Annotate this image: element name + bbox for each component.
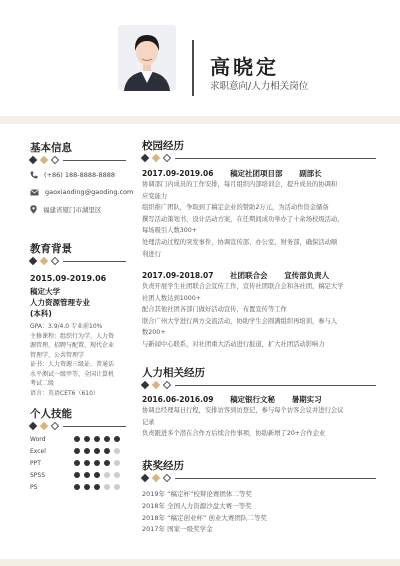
skill-name: PS	[30, 483, 38, 491]
skill-name: SPSS	[30, 471, 46, 479]
award-item: 2019年 “稿定杯”校辩论赛团体二等奖	[142, 490, 252, 498]
exp-line: 数200+	[142, 329, 166, 337]
exp-date: 2017.09-2019.06	[142, 169, 214, 178]
diamond-gold-icon	[152, 474, 160, 482]
skill-level-dot	[74, 460, 80, 466]
skill-level-dot	[104, 484, 110, 490]
diamond-outline-icon	[163, 474, 171, 482]
basic-info-title: 基本信息	[30, 142, 72, 154]
skill-row	[30, 470, 124, 480]
divider-rule	[63, 160, 126, 161]
skill-level-dot	[114, 484, 120, 490]
awards-title: 获奖经历	[142, 460, 184, 472]
skill-level-dot	[84, 472, 90, 478]
header-band	[0, 116, 400, 124]
email-text: gaoxiaoding@gaoding.com	[45, 188, 134, 196]
diamond-outline-icon	[163, 381, 171, 389]
diamond-outline-icon	[51, 422, 59, 430]
exp-line: 利进行	[142, 250, 161, 258]
skill-level-dot	[114, 436, 120, 442]
exp-line: 组织推广团队，争取到了稿定企业的赞助2万元，为活动作资金储备	[142, 204, 329, 212]
address-text: 福建省厦门市湖里区	[43, 206, 102, 214]
diamond-outline-icon	[51, 156, 59, 164]
email-icon	[30, 189, 39, 196]
education-detail-line: GPA：3.9/4.0 专业前10%	[30, 323, 103, 330]
exp-line: 负责开展学生社团联合会宣传工作，宣传社团联合会和各社团，稿定大学	[142, 283, 344, 290]
education-detail-line: 考试二级	[30, 380, 55, 387]
education-school: 稿定大学	[30, 287, 60, 296]
exp-role: 副部长	[299, 169, 322, 178]
diamond-dark-icon	[29, 156, 37, 164]
skill-level-dot	[114, 472, 120, 478]
skill-level-dot	[104, 436, 110, 442]
education-detail-line: 源管理、招聘与配置、现代企业	[30, 342, 115, 349]
exp-date: 2017.09-2018.07	[142, 271, 214, 280]
skill-row	[30, 458, 124, 468]
exp-line: 每场吸引人数300+	[142, 227, 198, 235]
hr-exp-1-body	[142, 405, 378, 440]
education-detail-line: 主修课程：组织行为学、人力资	[30, 332, 115, 340]
skill-level-dot	[74, 484, 80, 490]
hr-title: 人力相关经历	[142, 367, 205, 379]
diamond-dark-icon	[29, 257, 37, 265]
exp-org: 稿定社团项目部	[230, 169, 283, 178]
diamond-dark-icon	[141, 474, 149, 482]
skill-row	[30, 434, 124, 444]
exp-line: 与新闻中心联系，对社团重大活动进行报道，扩大社团活动影响力	[142, 340, 325, 348]
hr-exp-1-header	[142, 394, 336, 405]
exp-line: 协调部门内成员的工作安排，每月组织内部培训会，提升成员的协调和	[142, 181, 338, 188]
education-detail-line: 证书：人力资源三级证、普通话	[30, 361, 115, 368]
exp-line: 处理活动过程的突发事件，协调宣传部、办公室、财务部，确保活动顺	[142, 238, 338, 246]
skill-name: Excel	[30, 447, 46, 455]
hr-divider	[142, 381, 376, 389]
education-degree: (本科)	[30, 309, 52, 318]
skill-level-dot	[74, 448, 80, 454]
exp-line: 撰写活动策划书，设计活动方案，在任期间成功举办了十余场校级活动，	[142, 215, 344, 223]
skill-name: PPT	[30, 459, 41, 467]
skill-level-dot	[84, 448, 90, 454]
skill-level-dot	[74, 472, 80, 478]
skill-level-dot	[104, 448, 110, 454]
skill-name: Word	[30, 435, 46, 443]
campus-exp-1-header	[142, 168, 336, 179]
exp-line: 配合其他社团各部门做好活动宣传，布置宣传等工作	[142, 306, 287, 314]
skill-row	[30, 446, 124, 456]
education-title: 教育背景	[30, 243, 72, 255]
exp-line: 应变能力	[142, 192, 168, 200]
diamond-outline-icon	[51, 257, 59, 265]
divider-rule	[175, 158, 376, 159]
divider-rule	[175, 385, 376, 386]
campus-divider	[142, 154, 376, 162]
phone-icon	[30, 171, 38, 179]
campus-exp-1-body	[142, 179, 378, 260]
candidate-name: 高晓定	[210, 55, 279, 79]
diamond-dark-icon	[29, 422, 37, 430]
skill-level-dot	[74, 436, 80, 442]
contact-address	[30, 205, 102, 214]
diamond-dark-icon	[141, 154, 149, 162]
award-item: 2017年 国家一级奖学金	[142, 525, 213, 534]
divider-rule	[63, 426, 126, 427]
awards-list	[142, 489, 267, 536]
contact-email	[30, 188, 133, 196]
location-pin-icon	[30, 205, 37, 214]
phone-text: (+86) 188-8888-8888	[44, 171, 116, 179]
education-detail-line: 管理学、公共管理学	[30, 351, 85, 359]
exp-line: 负责跟进多个潜在合作方后续合作事项，协助新增了20+合作企业	[142, 430, 326, 438]
skill-level-dot	[114, 460, 120, 466]
skill-level-dot	[84, 484, 90, 490]
diamond-gold-icon	[40, 422, 48, 430]
campus-exp-2-header	[142, 270, 343, 281]
skill-level-dot	[94, 472, 100, 478]
contact-phone	[30, 171, 115, 179]
exp-role: 宣传部负责人	[284, 271, 330, 280]
job-intention: 求职意向/人力相关岗位	[210, 81, 309, 92]
skill-level-dot	[94, 436, 100, 442]
skill-level-dot	[104, 460, 110, 466]
exp-line: 社团人数达到1000+	[142, 294, 202, 302]
divider-rule	[63, 261, 126, 262]
award-item: 2018年 “稿定创业杯” 创业大赛团队二等奖	[142, 513, 267, 522]
skills-title: 个人技能	[30, 408, 72, 420]
exp-line: 记录	[142, 418, 155, 426]
basic-info-divider	[30, 156, 126, 164]
exp-line: 协调总经理每日行程，安排访客到访登记，参与每个访客会议并进行会议	[142, 407, 344, 414]
skill-row	[30, 482, 124, 492]
skill-level-dot	[104, 472, 110, 478]
skill-level-dot	[94, 448, 100, 454]
exp-role: 暑期实习	[291, 395, 322, 404]
diamond-gold-icon	[40, 156, 48, 164]
skill-level-dot	[94, 484, 100, 490]
education-major: 人力资源管理专业	[30, 298, 90, 307]
education-divider	[30, 257, 126, 265]
exp-date: 2016.06-2016.09	[142, 395, 214, 404]
exp-line: 联合广州大学进行两方交流活动，协助学生会圆满组织再培训，参与人	[142, 317, 338, 325]
education-details	[30, 322, 126, 398]
header-divider	[192, 40, 194, 96]
education-date: 2015.09-2019.06	[30, 274, 107, 283]
profile-photo	[118, 25, 176, 91]
divider-rule	[175, 478, 376, 479]
exp-org: 社团联合会	[230, 271, 268, 280]
diamond-dark-icon	[141, 381, 149, 389]
campus-title: 校园经历	[142, 140, 184, 152]
diamond-gold-icon	[152, 381, 160, 389]
skill-level-dot	[84, 460, 90, 466]
exp-org: 稿定银行文秘	[230, 395, 276, 404]
skill-level-dot	[114, 448, 120, 454]
skill-level-dot	[94, 460, 100, 466]
footer-band	[0, 559, 400, 566]
diamond-gold-icon	[152, 154, 160, 162]
diamond-outline-icon	[163, 154, 171, 162]
education-detail-line: 语言：英语CET6（610）	[30, 389, 99, 397]
skills-divider	[30, 422, 126, 430]
skill-level-dot	[84, 436, 90, 442]
diamond-gold-icon	[40, 257, 48, 265]
awards-divider	[142, 474, 376, 482]
award-item: 2018年 全国人力资源沙盘大赛一等奖	[142, 501, 252, 510]
education-detail-line: 水平测试一级甲等、全国计算机	[30, 370, 115, 378]
campus-exp-2-body	[142, 281, 378, 351]
